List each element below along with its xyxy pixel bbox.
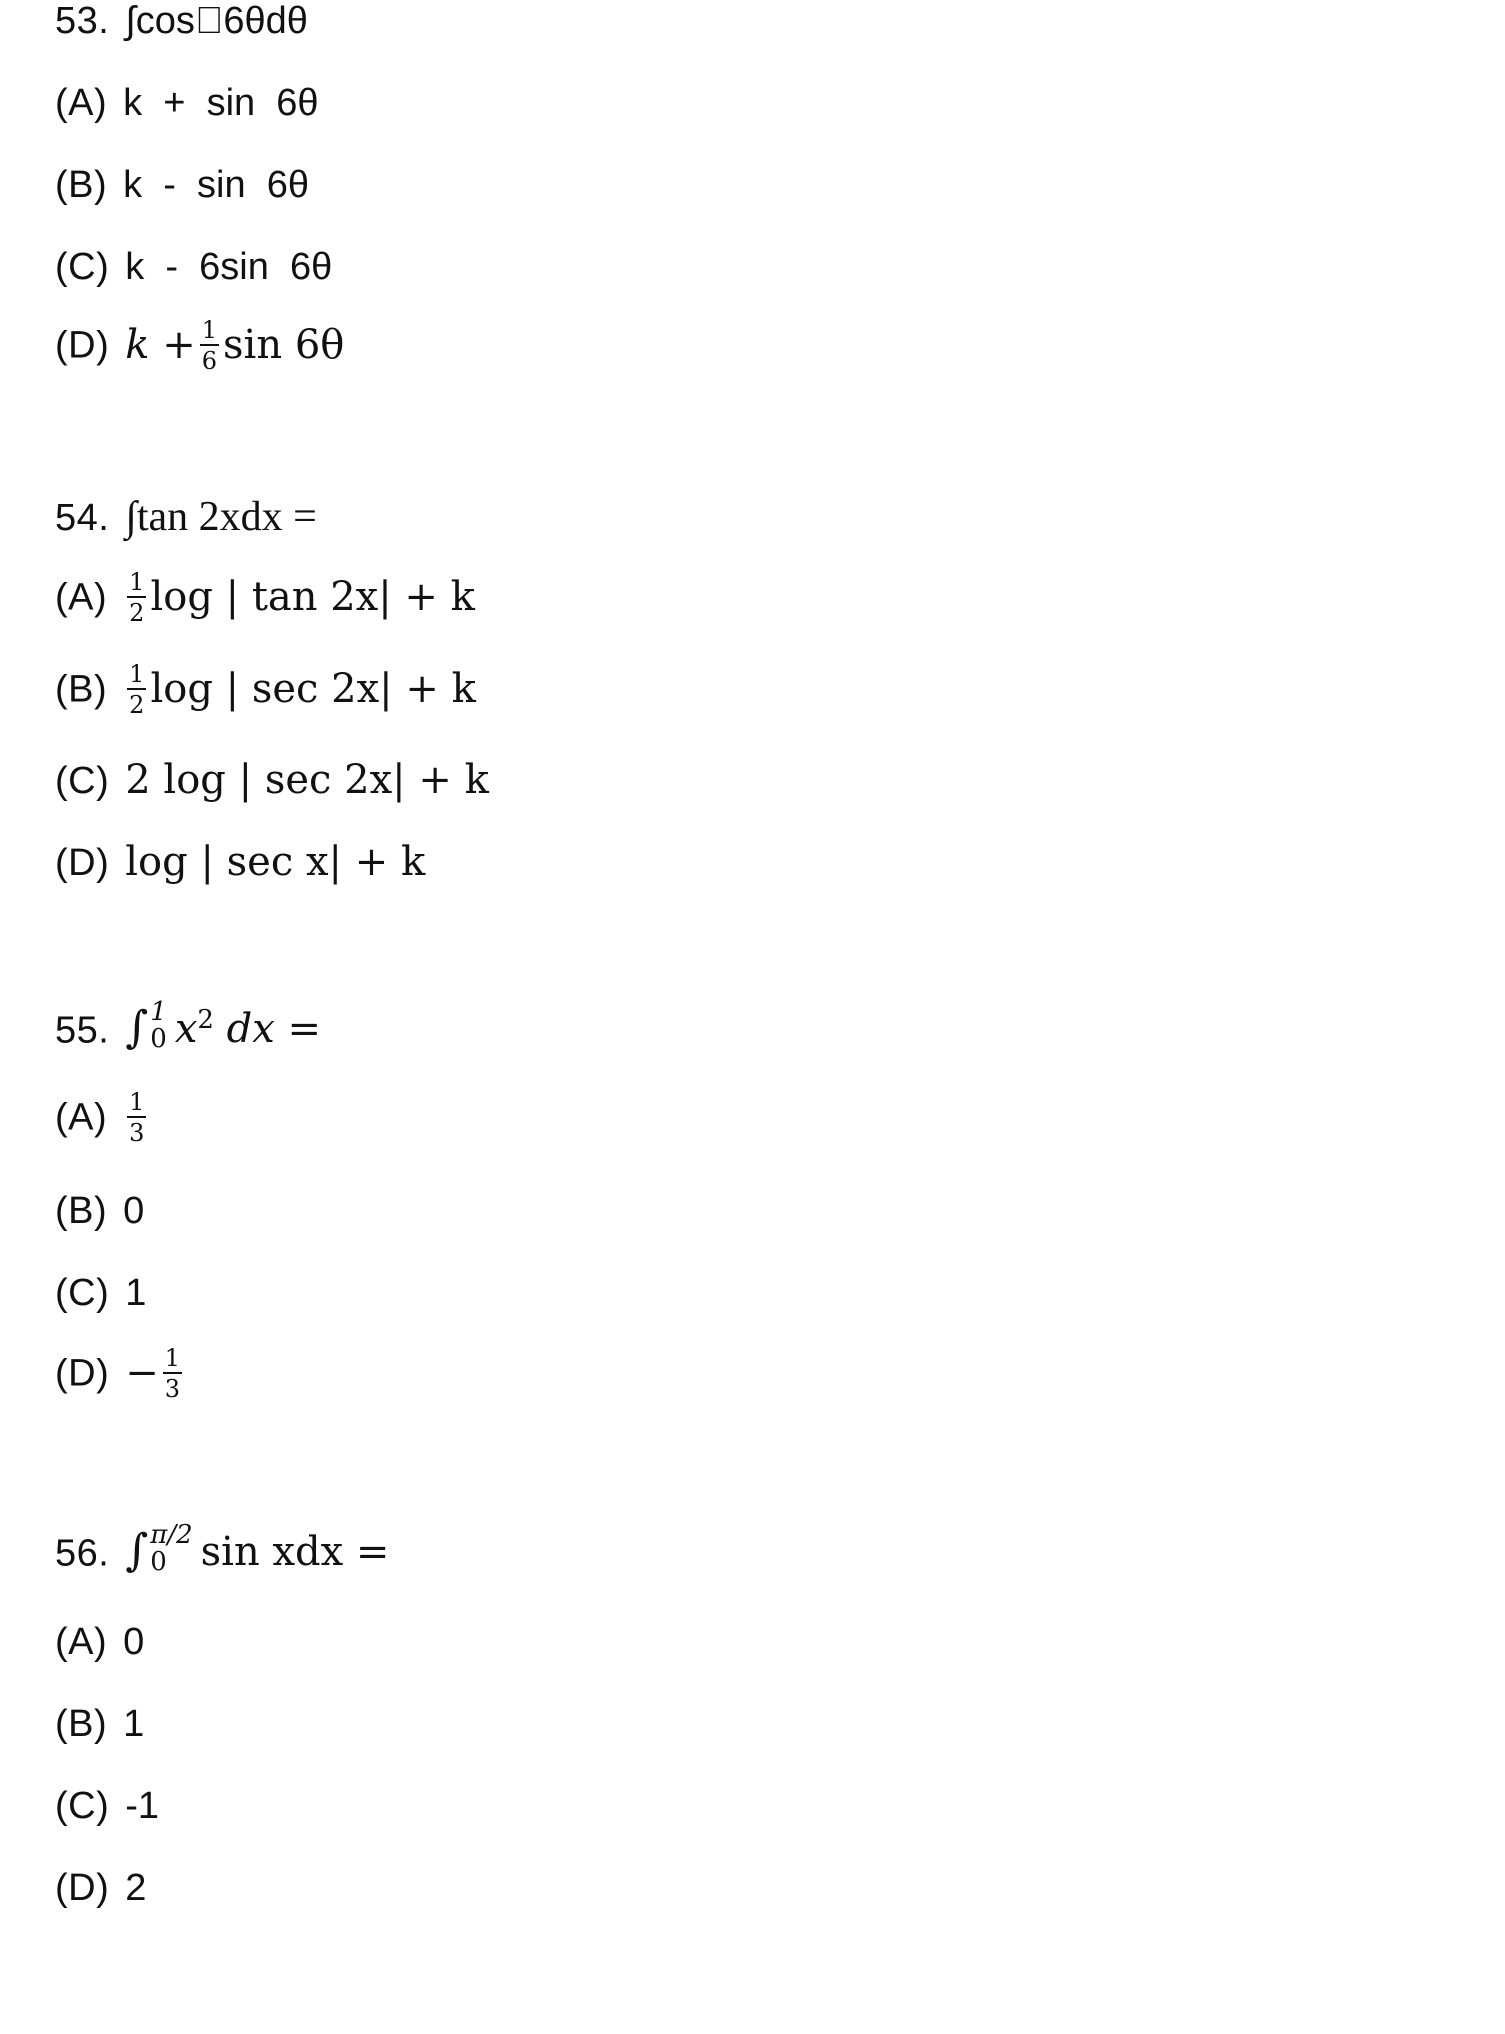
option-math — [125, 316, 345, 375]
option-text: k + sin 6θ — [123, 82, 319, 124]
question-prompt: ∫cos 6θdθ — [125, 0, 308, 42]
integral-sign: ∫ — [125, 1002, 149, 1054]
fraction-denominator: 3 — [164, 1375, 181, 1403]
option-label: (A) — [55, 576, 108, 619]
option-label: (C) — [55, 246, 110, 288]
option-text: log | sec x| + k — [125, 839, 426, 885]
option-label: (B) — [55, 164, 108, 206]
option-text: 0 — [123, 1621, 145, 1663]
option-label: (A) — [55, 82, 108, 124]
integral-upper-limit: 1 — [150, 997, 167, 1027]
fraction-numerator: 1 — [129, 568, 145, 596]
question-56-option-a — [55, 1623, 144, 1661]
fraction-denominator: 2 — [129, 599, 145, 627]
option-label: (B) — [55, 1190, 108, 1232]
question-formula — [125, 997, 322, 1055]
question-53-option-a — [55, 84, 319, 122]
option-label: (C) — [55, 760, 110, 802]
option-label: (D) — [55, 324, 110, 367]
option-label: (B) — [55, 668, 108, 711]
question-53-option-d — [55, 316, 345, 375]
option-pre: k + — [125, 321, 196, 368]
option-text: 1 — [123, 1703, 145, 1745]
question-56-option-c — [55, 1787, 159, 1825]
question-number: 55. — [55, 1009, 110, 1052]
integral-limits — [150, 1522, 192, 1577]
fraction-numerator: 1 — [129, 660, 145, 688]
option-label: (B) — [55, 1703, 108, 1745]
fraction — [200, 318, 219, 373]
question-55-option-b — [55, 1192, 144, 1230]
integral-lower-limit: 0 — [150, 1024, 167, 1055]
fraction-denominator: 2 — [129, 691, 145, 719]
integrand-tail: dx = — [226, 1006, 322, 1053]
fraction-numerator: 1 — [129, 1088, 145, 1116]
option-pre: − — [125, 1349, 159, 1396]
option-label: (D) — [55, 842, 110, 884]
integrand: x — [174, 1006, 198, 1053]
option-post: log | sec 2x| + k — [150, 665, 476, 712]
option-label: (A) — [55, 1096, 108, 1139]
option-text: -1 — [125, 1785, 160, 1827]
question-53-option-c — [55, 248, 332, 286]
option-text: 2 — [125, 1867, 147, 1909]
option-math — [123, 1088, 150, 1147]
option-text: 2 log | sec 2x| + k — [125, 757, 489, 803]
question-number: 56. — [55, 1532, 110, 1575]
integrand: sin xdx = — [200, 1529, 390, 1576]
question-56-option-d — [55, 1869, 146, 1907]
option-text: 1 — [125, 1272, 147, 1314]
option-math — [123, 660, 476, 719]
fraction-denominator: 6 — [201, 347, 218, 375]
question-56-stem — [55, 1520, 390, 1583]
fraction-numerator: 1 — [201, 316, 218, 344]
question-54-option-c — [55, 757, 489, 803]
question-55-stem — [55, 997, 322, 1060]
option-math — [123, 568, 475, 627]
option-label: (D) — [55, 1867, 110, 1909]
option-label: (A) — [55, 1621, 108, 1663]
option-text: k - 6sin 6θ — [125, 246, 333, 288]
question-56-option-b — [55, 1705, 144, 1743]
integral-limits — [150, 999, 167, 1054]
fraction — [127, 570, 146, 625]
question-53-stem — [55, 2, 308, 40]
option-text: 0 — [123, 1190, 145, 1232]
fraction — [127, 1090, 146, 1145]
integral-sign: ∫ — [125, 1525, 149, 1577]
fraction — [163, 1346, 182, 1401]
question-formula — [125, 1520, 390, 1578]
question-number: 53. — [55, 0, 110, 42]
option-label: (D) — [55, 1352, 110, 1395]
option-text: k - sin 6θ — [123, 164, 309, 206]
option-label: (C) — [55, 1272, 110, 1314]
integrand-exponent: 2 — [197, 1005, 214, 1036]
fraction-numerator: 1 — [164, 1344, 181, 1372]
integral-lower-limit: 0 — [150, 1547, 167, 1578]
question-55-option-c — [55, 1274, 146, 1312]
question-53-option-b — [55, 166, 309, 204]
question-number: 54. — [55, 497, 110, 539]
option-post: log | tan 2x| + k — [150, 573, 475, 620]
question-54-option-a — [55, 568, 475, 627]
fraction-denominator: 3 — [129, 1119, 145, 1147]
option-label: (C) — [55, 1785, 110, 1827]
option-post: sin 6θ — [223, 321, 345, 368]
question-54-option-d — [55, 839, 426, 885]
question-55-option-d — [55, 1344, 186, 1403]
question-54-stem — [55, 496, 317, 538]
question-55-option-a — [55, 1088, 150, 1147]
option-math — [125, 1344, 186, 1403]
fraction — [127, 662, 146, 717]
question-54-option-b — [55, 660, 476, 719]
integral-upper-limit: π/2 — [150, 1520, 193, 1550]
question-prompt: ∫tan 2xdx = — [125, 494, 317, 540]
